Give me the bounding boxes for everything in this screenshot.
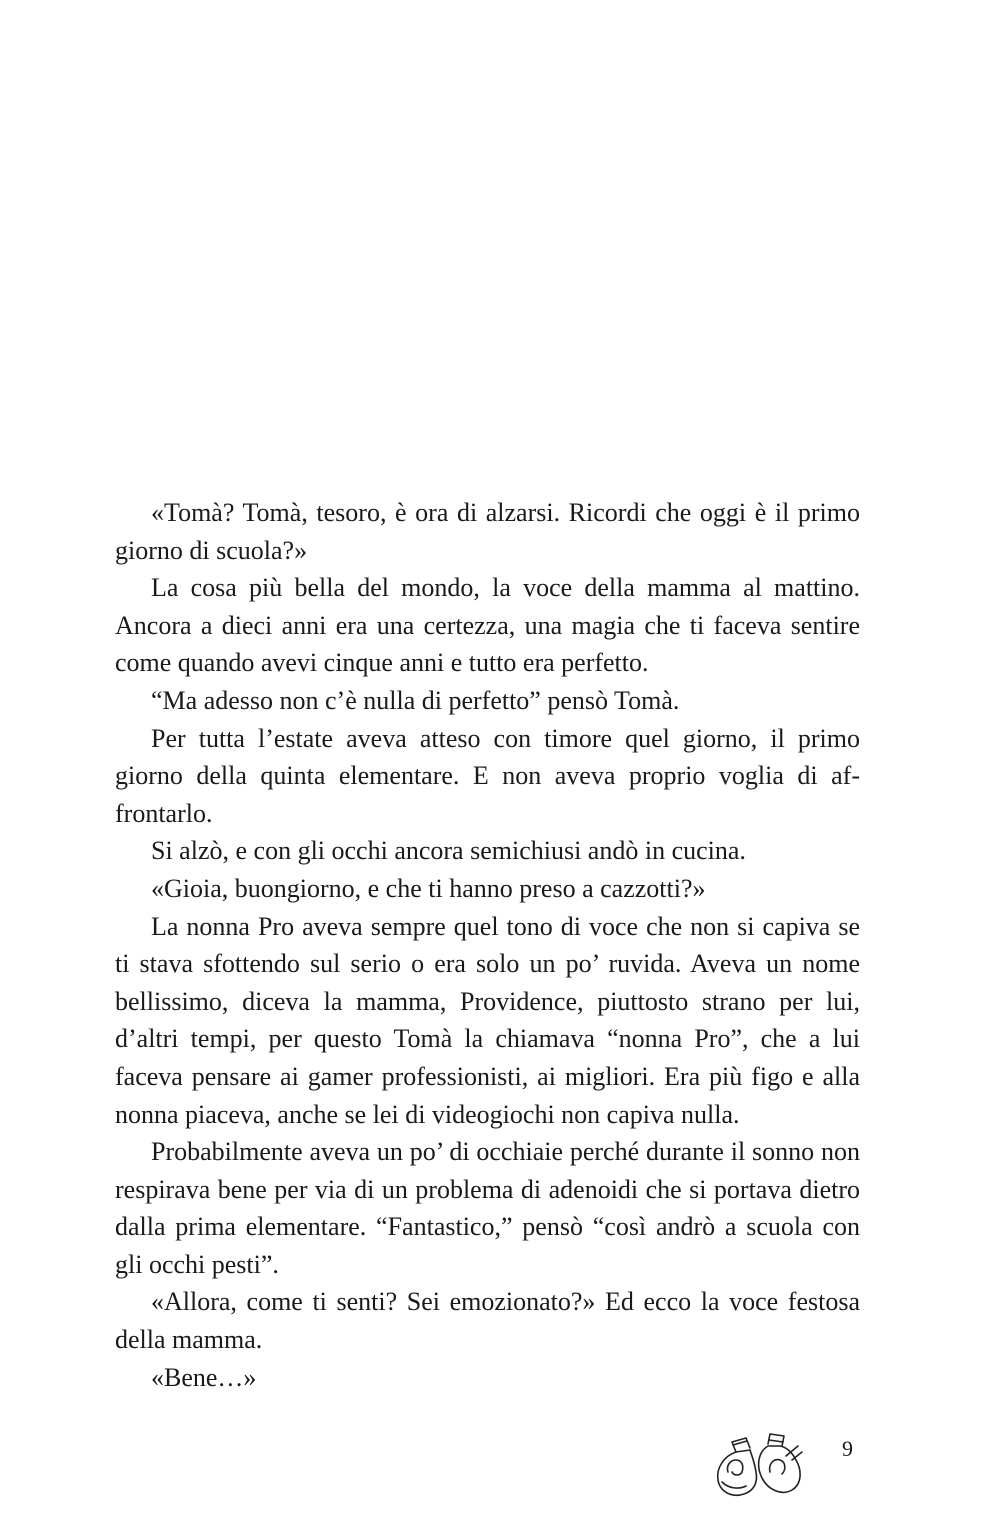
paragraph: «Allora, come ti senti? Sei emozionato?» Ed ecco la voce festosa della mamma. [115, 1287, 860, 1355]
paragraph: Si alzò, e con gli occhi ancora semichiusi andò in cucina. [151, 836, 746, 866]
paragraph: “Ma adesso non c’è nulla di perfetto” pensò Tomà. [151, 685, 680, 715]
paragraph: Probabilmente aveva un po’ di occhiaie perché durante il sonno non respirava bene per via di un problema di adenoidi che si portava dietro dalla prima elementare. “Fantastico,” pensò “così andrò a scuola con gli occhi pesti”. [115, 1137, 860, 1279]
left-glove-icon [718, 1438, 757, 1495]
boxing-gloves-icon [712, 1432, 804, 1502]
right-glove-icon [759, 1434, 802, 1492]
paragraph: «Gioia, buongiorno, e che ti hanno preso a cazzotti?» [151, 873, 706, 903]
paragraph: Per tutta l’estate aveva atteso con timore quel giorno, il primo giorno della quinta elementare. E non aveva proprio voglia di affrontarlo. [115, 723, 860, 828]
paragraph: «Tomà? Tomà, tesoro, è ora di alzarsi. Ricordi che oggi è il primo giorno di scuola?» [115, 498, 860, 565]
paragraph: «Bene…» [151, 1362, 257, 1392]
chapter-text [115, 494, 860, 1396]
page-number: 9 [842, 1436, 853, 1461]
paragraph: La cosa più bella del mondo, la voce della mamma al mattino. Ancora a dieci anni era una certezza, una magia che ti faceva sentire come quando avevi cinque anni e tutto era perfetto. [115, 573, 860, 678]
page-footer [0, 1400, 1000, 1510]
paragraph: La nonna Pro aveva sempre quel tono di voce che non si capiva se ti stava sfottendo sul serio o era solo un po’ ruvida. Aveva un nome bellissimo, diceva la mamma, Providence, piuttosto strano per lui, d’altri tempi, per questo Tomà la chiamava “nonna Pro”, che a lui faceva pensare ai gamer professionisti, ai migliori. Era più figo e alla nonna piaceva, anche se lei di videogiochi non capiva nulla. [115, 911, 860, 1129]
